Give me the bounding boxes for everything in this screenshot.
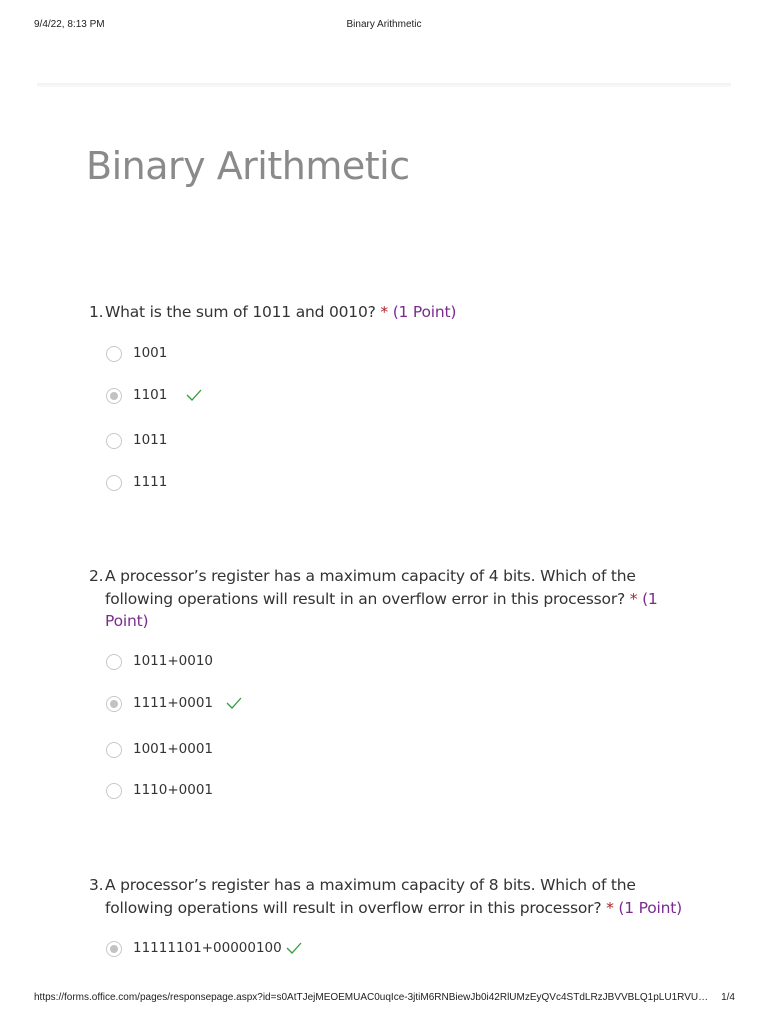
answer-option-selected[interactable]	[106, 695, 406, 717]
print-date: 9/4/22, 8:13 PM	[34, 19, 105, 30]
question-2	[89, 565, 689, 633]
answer-option[interactable]	[106, 345, 406, 367]
header-divider	[37, 83, 731, 87]
option-label: 1001	[133, 345, 168, 361]
question-number: 2.	[89, 567, 104, 585]
question-prompt: A processor’s register has a maximum capacity of 8 bits. Which of the following operations will result in overflow error in this processor?	[105, 876, 636, 917]
option-label: 11111101+00000100	[133, 940, 282, 956]
radio-button[interactable]	[106, 433, 122, 449]
option-label: 1111	[133, 474, 168, 490]
question-text	[89, 565, 689, 633]
radio-button[interactable]	[106, 475, 122, 491]
answer-option[interactable]	[106, 432, 406, 454]
form-title: Binary Arithmetic	[86, 144, 410, 188]
radio-button[interactable]	[106, 742, 122, 758]
question-text	[89, 301, 689, 324]
radio-button[interactable]	[106, 654, 122, 670]
option-label: 1011	[133, 432, 168, 448]
question-1	[89, 301, 689, 324]
question-number: 1.	[89, 303, 104, 321]
question-points: (1 Point)	[392, 303, 457, 321]
print-footer	[0, 992, 768, 1006]
question-text	[89, 874, 689, 919]
answer-option[interactable]	[106, 741, 406, 763]
correct-check-icon	[186, 389, 202, 401]
print-title: Binary Arithmetic	[346, 19, 422, 30]
option-label: 1110+0001	[133, 782, 214, 798]
answer-option[interactable]	[106, 782, 406, 804]
required-asterisk: *	[606, 898, 614, 917]
radio-button-selected[interactable]	[106, 388, 122, 404]
option-label: 1111+0001	[133, 695, 214, 711]
question-3	[89, 874, 689, 919]
question-prompt: What is the sum of 1011 and 0010?	[105, 303, 376, 321]
radio-button[interactable]	[106, 346, 122, 362]
correct-check-icon	[226, 697, 242, 709]
question-prompt: A processor’s register has a maximum capacity of 4 bits. Which of the following operations will result in an overflow error in this processor?	[105, 567, 636, 608]
answer-option-selected[interactable]	[106, 940, 406, 962]
radio-button[interactable]	[106, 783, 122, 799]
answer-option[interactable]	[106, 474, 406, 496]
required-asterisk: *	[629, 589, 638, 608]
question-points: (1 Point)	[618, 898, 682, 917]
answer-option[interactable]	[106, 653, 406, 675]
required-asterisk: *	[380, 303, 388, 321]
option-label: 1101	[133, 387, 168, 403]
page-number: 1/4	[721, 992, 735, 1003]
radio-button-selected[interactable]	[106, 941, 122, 957]
radio-button-selected[interactable]	[106, 696, 122, 712]
print-url: https://forms.office.com/pages/responsepage.aspx?id=s0AtTJejMEOEMUAC0uqIce-3jtiM6RNBiewJb0i42RlUMzEyQVc4STdLRzJBVVBLQ1pLU1RVU…	[34, 992, 709, 1003]
question-points: (1 Point)	[105, 589, 658, 630]
print-header	[0, 19, 768, 33]
answer-option-selected[interactable]	[106, 387, 406, 409]
option-label: 1001+0001	[133, 741, 214, 757]
correct-check-icon	[286, 942, 302, 954]
option-label: 1011+0010	[133, 653, 214, 669]
question-number: 3.	[89, 876, 104, 894]
